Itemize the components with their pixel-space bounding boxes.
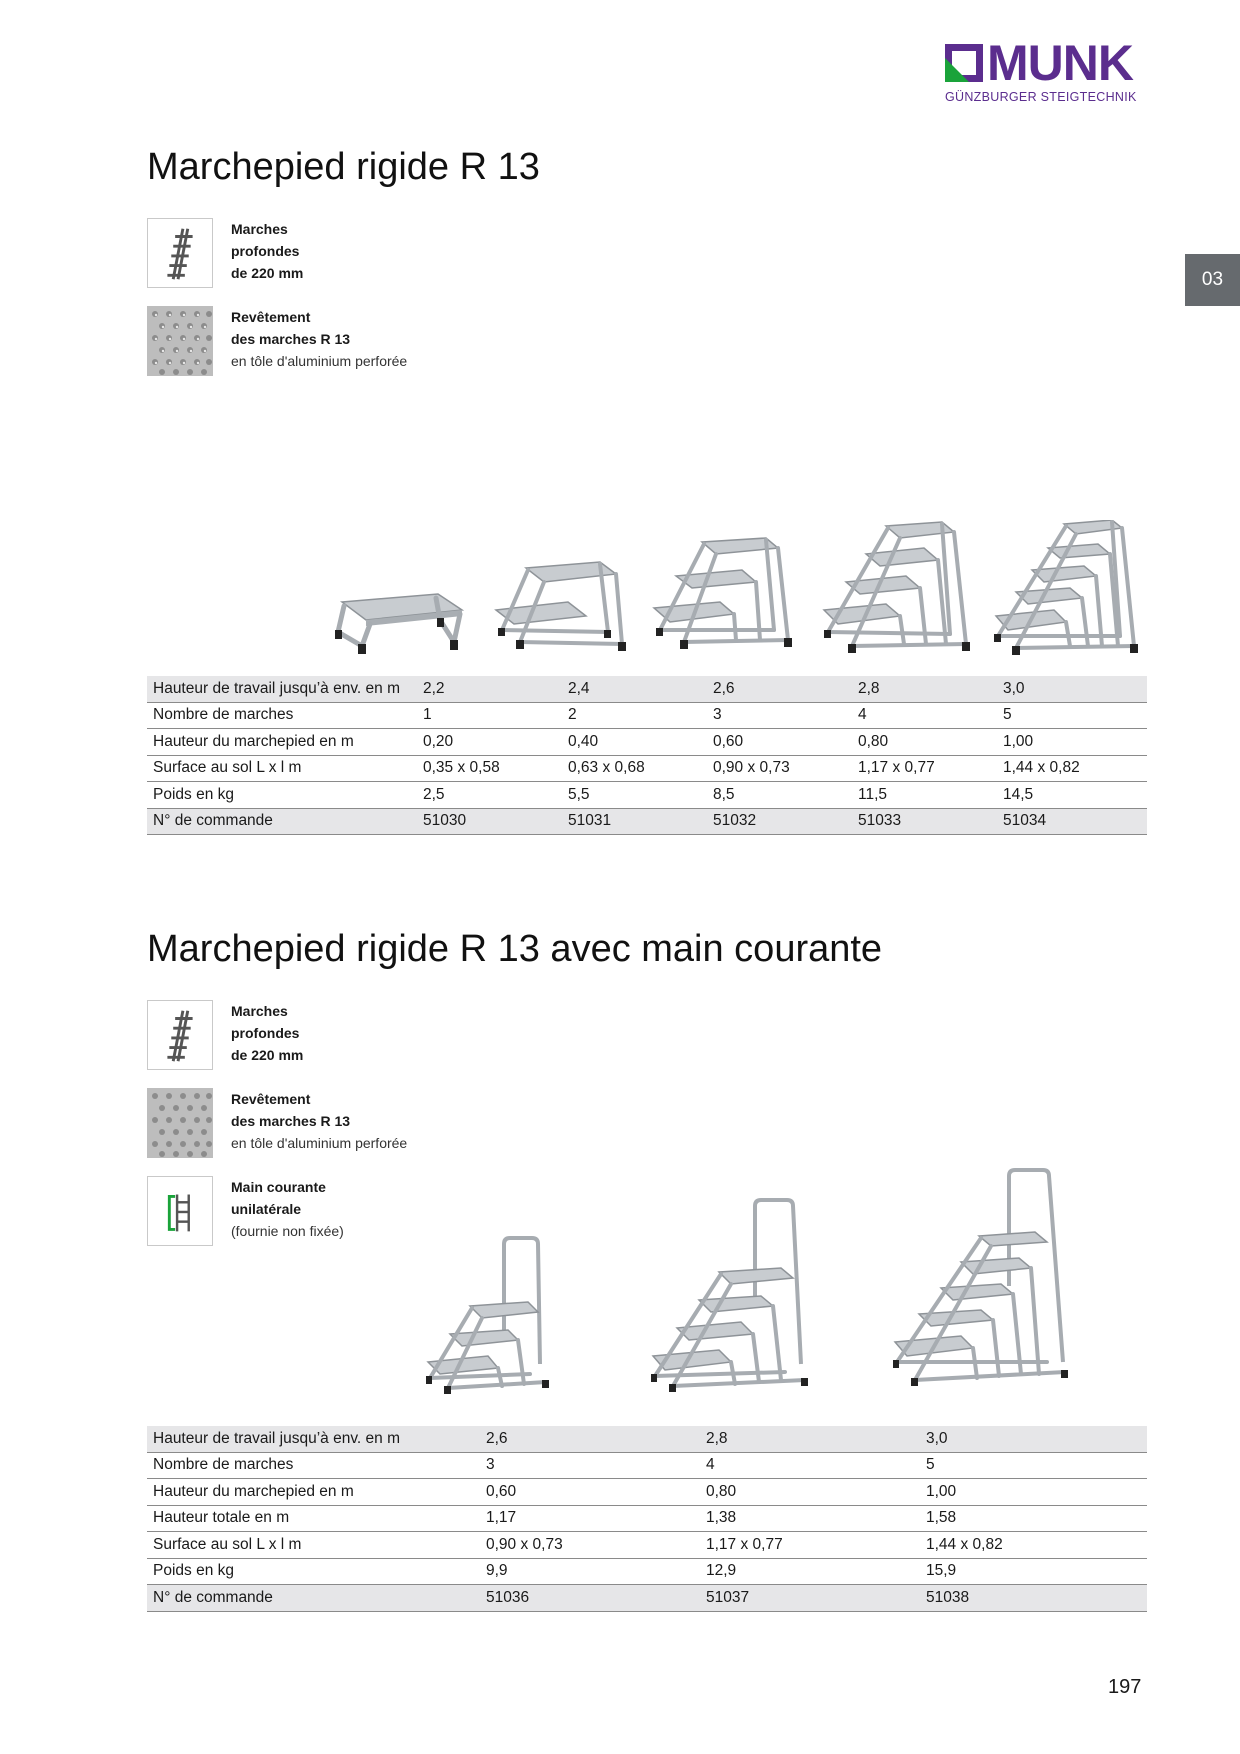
cell: 51033	[852, 808, 997, 835]
brand-logo	[945, 35, 1150, 106]
cell: 51031	[562, 808, 707, 835]
table-row	[147, 808, 1147, 835]
row-label: Poids en kg	[147, 1558, 480, 1585]
cell: 1,38	[700, 1505, 920, 1532]
deep-steps-icon	[147, 1000, 213, 1070]
cell: 2,2	[417, 676, 562, 702]
cell: 51030	[417, 808, 562, 835]
cell: 12,9	[700, 1558, 920, 1585]
product-image-5-step	[990, 520, 1140, 662]
cell: 9,9	[480, 1558, 700, 1585]
cell: 1,17	[480, 1505, 700, 1532]
feature-text: Revêtement des marches R 13 en tôle d'aluminium perforée	[231, 1091, 408, 1151]
feature-text: Marches profondes de 220 mm	[231, 221, 304, 281]
feature-deep-steps	[147, 218, 507, 290]
cell: 51036	[480, 1585, 700, 1612]
cell: 2,6	[480, 1426, 700, 1452]
cell: 1,17 x 0,77	[852, 755, 997, 782]
table-row	[147, 1452, 1147, 1479]
cell: 1,44 x 0,82	[920, 1532, 1147, 1559]
cell: 0,60	[707, 729, 852, 756]
cell: 0,40	[562, 729, 707, 756]
spec-table-2	[147, 1426, 1147, 1612]
cell: 51037	[700, 1585, 920, 1612]
table-row	[147, 782, 1147, 809]
table-row	[147, 676, 1147, 702]
cell: 14,5	[997, 782, 1147, 809]
table-row	[147, 702, 1147, 729]
cell: 1,58	[920, 1505, 1147, 1532]
row-label: Hauteur du marchepied en m	[147, 729, 417, 756]
row-label: Hauteur du marchepied en m	[147, 1479, 480, 1506]
feature-tread-coating	[147, 1088, 507, 1160]
feature-deep-steps	[147, 1000, 507, 1072]
cell: 5,5	[562, 782, 707, 809]
feature-text: Marches profondes de 220 mm	[231, 1003, 304, 1063]
product-image-handrail-3-step	[420, 1236, 560, 1396]
row-label: Hauteur de travail jusqu’à env. en m	[147, 676, 417, 702]
cell: 2	[562, 702, 707, 729]
feature-tread-coating	[147, 306, 507, 378]
handrail-icon	[147, 1176, 213, 1246]
cell: 0,63 x 0,68	[562, 755, 707, 782]
cell: 3	[480, 1452, 700, 1479]
chapter-tab[interactable]: 03	[1185, 254, 1240, 306]
cell: 11,5	[852, 782, 997, 809]
product-image-handrail-5-step	[875, 1166, 1075, 1396]
cell: 5	[997, 702, 1147, 729]
row-label: N° de commande	[147, 808, 417, 835]
row-label: Nombre de marches	[147, 1452, 480, 1479]
cell: 0,80	[700, 1479, 920, 1506]
cell: 1,17 x 0,77	[700, 1532, 920, 1559]
cell: 1,00	[997, 729, 1147, 756]
perforated-tread-icon	[147, 1088, 213, 1158]
table-row	[147, 1426, 1147, 1452]
feature-text: Main courante unilatérale (fournie non fixée)	[231, 1179, 344, 1239]
cell: 0,90 x 0,73	[480, 1532, 700, 1559]
cell: 51032	[707, 808, 852, 835]
row-label: Surface au sol L x l m	[147, 1532, 480, 1559]
row-label: Poids en kg	[147, 782, 417, 809]
feature-text: Revêtement des marches R 13 en tôle d'aluminium perforée	[231, 309, 408, 369]
cell: 8,5	[707, 782, 852, 809]
spec-table-1	[147, 676, 1147, 835]
cell: 1	[417, 702, 562, 729]
deep-steps-icon	[147, 218, 213, 288]
page-number: 197	[1108, 1676, 1142, 1698]
cell: 4	[700, 1452, 920, 1479]
cell: 3	[707, 702, 852, 729]
product-image-3-step	[650, 534, 805, 660]
cell: 2,6	[707, 676, 852, 702]
row-label: Hauteur de travail jusqu’à env. en m	[147, 1426, 480, 1452]
cell: 2,4	[562, 676, 707, 702]
table-row	[147, 1558, 1147, 1585]
cell: 0,90 x 0,73	[707, 755, 852, 782]
table-row	[147, 1479, 1147, 1506]
row-label: Surface au sol L x l m	[147, 755, 417, 782]
table-row	[147, 1505, 1147, 1532]
brand-tagline: GÜNZBURGER STEIGTECHNIK	[945, 90, 1137, 104]
section2-title: Marchepied rigide R 13 avec main courante	[147, 928, 883, 970]
table-row	[147, 1585, 1147, 1612]
product-image-4-step	[820, 520, 980, 662]
cell: 4	[852, 702, 997, 729]
row-label: Nombre de marches	[147, 702, 417, 729]
product-image-2-step	[490, 558, 640, 660]
product-image-1-step	[330, 580, 470, 660]
cell: 5	[920, 1452, 1147, 1479]
cell: 3,0	[997, 676, 1147, 702]
cell: 1,44 x 0,82	[997, 755, 1147, 782]
table-row	[147, 755, 1147, 782]
product-image-handrail-4-step	[645, 1196, 815, 1396]
cell: 0,20	[417, 729, 562, 756]
cell: 2,5	[417, 782, 562, 809]
brand-name: MUNK	[987, 35, 1133, 91]
cell: 2,8	[700, 1426, 920, 1452]
row-label: N° de commande	[147, 1585, 480, 1612]
cell: 0,35 x 0,58	[417, 755, 562, 782]
cell: 0,80	[852, 729, 997, 756]
cell: 3,0	[920, 1426, 1147, 1452]
row-label: Hauteur totale en m	[147, 1505, 480, 1532]
cell: 51038	[920, 1585, 1147, 1612]
perforated-tread-icon	[147, 306, 213, 376]
cell: 0,60	[480, 1479, 700, 1506]
cell: 51034	[997, 808, 1147, 835]
cell: 1,00	[920, 1479, 1147, 1506]
cell: 2,8	[852, 676, 997, 702]
cell: 15,9	[920, 1558, 1147, 1585]
table-row	[147, 1532, 1147, 1559]
munk-logo-icon	[945, 44, 983, 82]
table-row	[147, 729, 1147, 756]
section1-title: Marchepied rigide R 13	[147, 146, 540, 188]
